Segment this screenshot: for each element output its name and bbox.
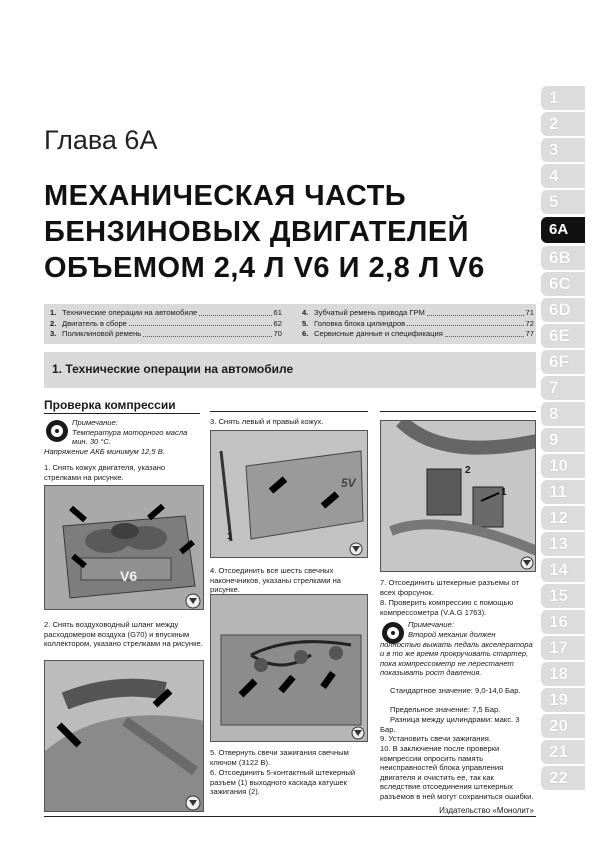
cover-badge: 5V — [341, 476, 356, 490]
callout-1-b: 1 — [501, 487, 507, 498]
note-heading-2: Примечание: — [408, 620, 454, 629]
page-title — [44, 178, 485, 286]
step-4-text: 4. Отсоединить все шесть свечных наконечников, указаны стрелками на рисунке. — [210, 566, 341, 595]
step-7-text: 7. Отсоединить штекерные разъемы от всех форсунок. — [380, 578, 520, 597]
column-divider — [210, 411, 368, 412]
engine-cover-illustration — [45, 486, 204, 610]
tab-10[interactable]: 10 — [541, 454, 585, 478]
connector-illustration — [381, 421, 536, 572]
toc-item[interactable]: 4. Зубчатый ремень привода ГРМ 71 — [302, 308, 534, 317]
tab-21[interactable]: 21 — [541, 740, 585, 764]
spark-plug-leads-illustration — [211, 595, 368, 742]
callout-1: 1 — [227, 531, 233, 541]
tab-6a[interactable]: 6A — [541, 217, 585, 243]
callout-2: 2 — [465, 465, 471, 476]
step-9-text: 9. Установить свечи зажигания. — [380, 734, 491, 743]
tab-2[interactable]: 2 — [541, 112, 585, 136]
standard-value: Стандартное значение: 9,0-14,0 Бар. — [390, 686, 521, 695]
tab-18[interactable]: 18 — [541, 662, 585, 686]
step-8-text: 8. Проверить компрессию с помощью компрессометра (V.A.G 1763). — [380, 598, 514, 617]
air-hose-illustration — [45, 661, 204, 812]
step-5-text: 5. Отвернуть свечи зажигания свечным ключом (3122 В). — [210, 748, 349, 767]
tab-6d[interactable]: 6D — [541, 298, 585, 322]
air-hose-photo — [44, 660, 204, 812]
section-heading: 1. Технические операции на автомобиле — [44, 352, 536, 388]
tab-13[interactable]: 13 — [541, 532, 585, 556]
tab-16[interactable]: 16 — [541, 610, 585, 634]
toc-item[interactable]: 1. Технические операции на автомобиле 61 — [50, 308, 282, 317]
tab-11[interactable]: 11 — [541, 480, 585, 504]
note-icon — [46, 420, 68, 442]
tab-9[interactable]: 9 — [541, 428, 585, 452]
chapter-label: Глава 6А — [44, 125, 158, 155]
tab-15[interactable]: 15 — [541, 584, 585, 608]
step-6-text: 6. Отсоединить 5-контактный штекерный разъем (1) выходного каскада катушек зажигания (2). — [210, 768, 356, 797]
cylinder-difference: Разница между цилиндрами: макс. 3 Бар. — [380, 715, 520, 734]
tab-5[interactable]: 5 — [541, 190, 585, 214]
toc-item[interactable]: 2. Двигатель в сборе 62 — [50, 318, 282, 328]
tab-1[interactable]: 1 — [541, 86, 585, 110]
tab-7[interactable]: 7 — [541, 376, 585, 400]
tab-19[interactable]: 19 — [541, 688, 585, 712]
toc-item[interactable]: 6. Сервисные данные и спецификация 77 — [302, 329, 534, 339]
tab-12[interactable]: 12 — [541, 506, 585, 530]
tab-6b[interactable]: 6B — [541, 246, 585, 270]
step-2-text: 2. Снять воздуховодный шланг между расходомером воздуха (G70) и впускным коллектором, указано стрелками на рисунке. — [44, 620, 203, 649]
title-line-2: БЕНЗИНОВЫХ ДВИГАТЕЛЕЙ — [44, 216, 470, 248]
tab-3[interactable]: 3 — [541, 138, 585, 162]
toc-item[interactable]: 3. Поликлиновой ремень 70 — [50, 329, 282, 339]
note-line: Напряжение АКБ минимум 12,5 В. — [44, 447, 165, 456]
step-10-text: 10. В заключение после проверки компрессии опросить память неисправностей блока управления двигателя и очистить ее, так как вследствие отсоединения штекерных разъемов в ней могут сохраниться ошибки. — [380, 744, 534, 801]
note-text-2: Второй механик должен полностью выжать педаль акселератора и в то же время прокручивать стартер, пока компрессометр не перестанет показывать рост давления. — [380, 630, 533, 678]
spark-plug-leads-photo — [210, 594, 368, 742]
connector-photo — [380, 420, 536, 572]
v6-badge: V6 — [120, 568, 138, 584]
tab-4[interactable]: 4 — [541, 164, 585, 188]
subsection-heading: Проверка компрессии — [44, 398, 200, 414]
tab-6f[interactable]: 6F — [541, 350, 585, 374]
title-line-1: МЕХАНИЧЕСКАЯ ЧАСТЬ — [44, 180, 407, 212]
tab-6c[interactable]: 6C — [541, 272, 585, 296]
column-divider — [380, 411, 536, 412]
title-line-3: ОБЪЕМОМ 2,4 Л V6 И 2,8 Л V6 — [44, 252, 485, 284]
tab-6e[interactable]: 6E — [541, 324, 585, 348]
tab-22[interactable]: 22 — [541, 766, 585, 790]
step-3-text: 3. Снять левый и правый кожух. — [210, 417, 324, 426]
side-covers-illustration — [211, 431, 368, 558]
footer-divider — [44, 816, 536, 817]
tab-17[interactable]: 17 — [541, 636, 585, 660]
tab-14[interactable]: 14 — [541, 558, 585, 582]
table-of-contents — [44, 304, 536, 344]
tab-8[interactable]: 8 — [541, 402, 585, 426]
tab-20[interactable]: 20 — [541, 714, 585, 738]
step-1-text: 1. Снять кожух двигателя, указано стрелками на рисунке. — [44, 463, 166, 482]
limit-value: Предельное значение: 7,5 Бар. — [390, 705, 501, 714]
note-block: Примечание: Температура моторного масла мин. 30 °С. — [72, 418, 188, 447]
toc-item[interactable]: 5. Головка блока цилиндров 72 — [302, 318, 534, 328]
side-covers-photo — [210, 430, 368, 558]
publisher-label: Издательство «Монолит» — [439, 806, 534, 815]
engine-cover-photo — [44, 485, 204, 610]
